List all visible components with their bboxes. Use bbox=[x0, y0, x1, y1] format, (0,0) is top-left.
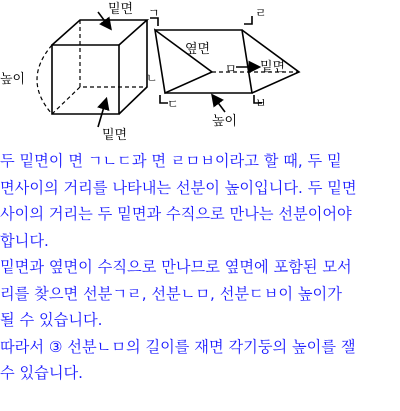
explanation-line-4: 합니다. bbox=[0, 231, 49, 250]
explanation-line-8: 따라서 ③ 선분ㄴㅁ의 길이를 재면 각기둥의 높이를 잴 bbox=[0, 337, 356, 356]
explanation-line-7: 될 수 있습니다. bbox=[0, 311, 103, 329]
cube-height-label: 높이 bbox=[0, 72, 26, 87]
explanation-text bbox=[0, 148, 400, 387]
explanation-line-1: 두 밑면이 면 ㄱㄴㄷ과 면 ㄹㅁㅂ이라고 할 때, 두 밑 bbox=[0, 152, 342, 170]
vertex-m-label: ㅁ bbox=[225, 62, 237, 76]
vertex-b-label: ㅂ bbox=[255, 96, 267, 110]
vertex-g-label: ㄱ bbox=[148, 6, 160, 20]
cube-diagram bbox=[0, 1, 147, 143]
side-face-label: 옆면 bbox=[185, 42, 211, 57]
vertex-d-label: ㄷ bbox=[167, 97, 179, 111]
prism-base-label: 밑면 bbox=[260, 60, 286, 75]
height-brace bbox=[37, 45, 52, 114]
prism-figure bbox=[0, 0, 400, 145]
explanation-line-2: 면사이의 거리를 나타내는 선분이 높이입니다. 두 밑면 bbox=[0, 178, 357, 197]
explanation-line-5: 밑면과 옆면이 수직으로 만나므로 옆면에 포함된 모서 bbox=[0, 258, 352, 276]
vertex-r-label: ㄹ bbox=[255, 6, 267, 20]
explanation-line-3: 사이의 거리는 두 밑면과 수직으로 만나는 선분이어야 bbox=[0, 205, 352, 223]
explanation-line-6: 리를 찾으면 선분ㄱㄹ, 선분ㄴㅁ, 선분ㄷㅂ이 높이가 bbox=[0, 284, 342, 303]
explanation-line-9: 수 있습니다. bbox=[0, 364, 84, 382]
prism-height-label: 높이 bbox=[212, 114, 238, 129]
cube-bottom-base-label: 밑면 bbox=[102, 128, 128, 143]
prism-diagram bbox=[146, 6, 299, 129]
cube-top-base-label: 밑면 bbox=[108, 2, 134, 17]
prism-height-pointer bbox=[213, 96, 225, 112]
vertex-n-label: ㄴ bbox=[146, 71, 158, 85]
